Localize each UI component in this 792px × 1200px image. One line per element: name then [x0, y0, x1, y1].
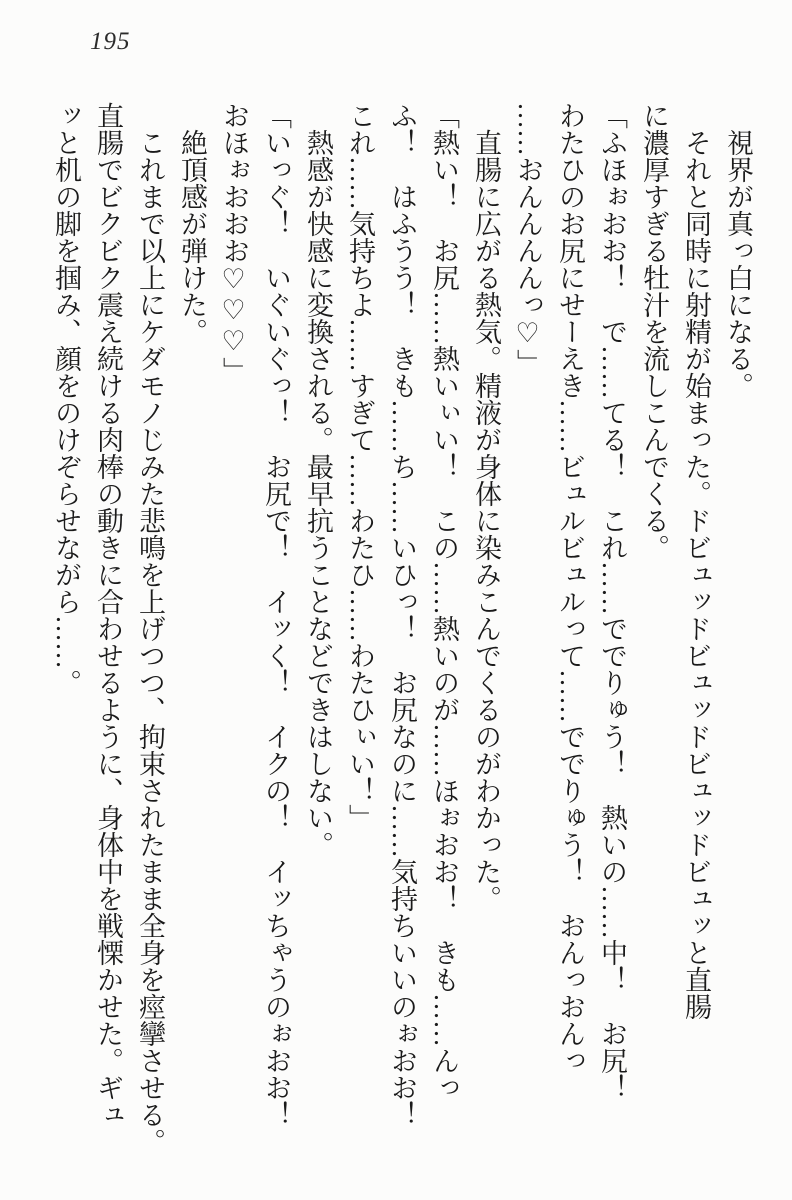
text-column: に濃厚すぎる牡汁を流しこんでくる。	[639, 102, 669, 561]
body-text	[43, 102, 759, 1180]
text-column: おほぉおおお♡♡♡」	[219, 102, 249, 384]
text-column: ふ！ はふうう！ きも……ち……いひっ！ お尻なのに……気持ちいいのぉおお！	[387, 102, 417, 1128]
text-column: それと同時に射精が始まった。ドビュッドビュッドビュッドビュッと直腸	[681, 129, 711, 1020]
text-column: 絶頂感が弾けた。	[177, 129, 207, 345]
text-column: 「ふほぉおお！ で……てる！ これ……ででりゅう！ 熱いの……中！ お尻！	[597, 102, 627, 1101]
text-column: これ……気持ちよ……すぎて……わたひ……わたひぃい！」	[345, 102, 375, 831]
text-column: 「いっぐ！ いぐいぐっ！ お尻で！ イッく！ イクの！ イッちゃうのぉおお！	[261, 102, 291, 1128]
text-column: 視界が真っ白になる。	[723, 129, 753, 399]
text-column: 直腸でビクビク震え続ける肉棒の動きに合わせるように、身体中を戦慄かせた。ギュ	[93, 102, 123, 1128]
text-column: これまで以上にケダモノじみた悲鳴を上げつつ、拘束されたまま全身を痙攣させる。	[135, 129, 165, 1155]
text-column: わたひのお尻にせーえき……ビュルビュルって……ででりゅう！ おんっおんっ	[555, 102, 585, 1074]
text-column: 熱感が快感に変換される。最早抗うことなどできはしない。	[303, 129, 333, 858]
text-column: 「熱い！ お尻……熱いぃい！ この……熱いのが……ほぉおお！ きも……んっ	[429, 102, 459, 1101]
page-number: 195	[90, 28, 131, 55]
text-column: 直腸に広がる熱気。精液が身体に染みこんでくるのがわかった。	[471, 129, 501, 912]
text-column: ッと机の脚を掴み、顔をのけぞらせながら……。	[51, 102, 81, 696]
text-column: ……おんんんんっ♡」	[513, 102, 543, 376]
